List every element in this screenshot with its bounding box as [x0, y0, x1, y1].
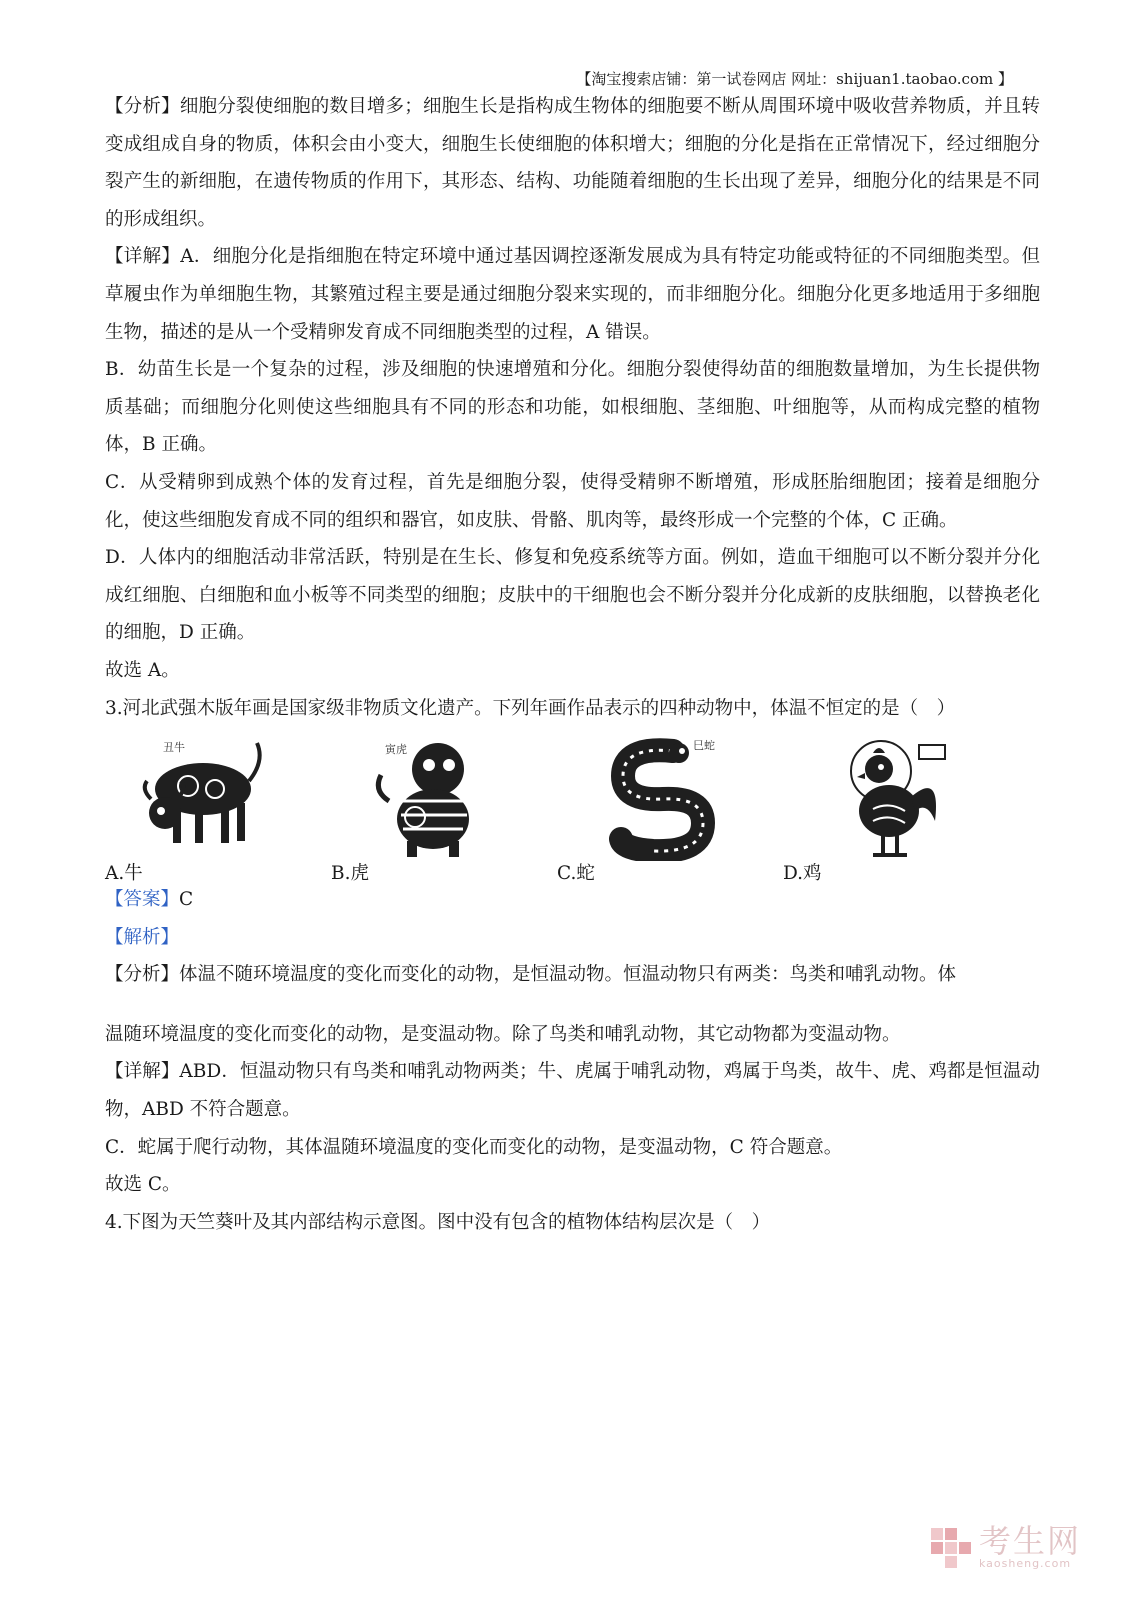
q3-option-a: A.牛	[105, 863, 143, 885]
q3-answer	[105, 881, 1040, 919]
svg-text:寅虎: 寅虎	[385, 743, 407, 757]
q2-detail-a: 【详解】A．细胞分化是指细胞在特定环境中通过基因调控逐渐发展成为具有特定功能或特征的不同细胞类型。但草履虫作为单细胞生物，其繁殖过程主要是通过细胞分裂来实现的，而非细胞分化。细胞分化更多地适用于多细胞生物，描述的是从一个受精卵发育成不同细胞类型的过程，A 错误。	[105, 246, 1040, 343]
page-header: 【淘宝搜索店铺：第一试卷网店 网址：shijuan1.taobao.com 】	[576, 70, 1013, 88]
q3-option-b: B.虎	[331, 863, 369, 885]
q3-detail-abd: 【详解】ABD．恒温动物只有鸟类和哺乳动物两类；牛、虎属于哺乳动物，鸡属于鸟类，故牛、虎、鸡都是恒温动物，ABD 不符合题意。	[105, 1061, 1040, 1121]
rooster-woodcut-image	[823, 731, 963, 861]
q2-option-d: D．人体内的细胞活动非常活跃，特别是在生长、修复和免疫系统等方面。例如，造血干细胞可以不断分裂并分化成红细胞、白细胞和血小板等不同类型的细胞；皮肤中的干细胞也会不断分裂并分化成新的皮肤细胞，以替换老化的细胞，D 正确。	[105, 547, 1040, 644]
q2-option-b: B．幼苗生长是一个复杂的过程，涉及细胞的快速增殖和分化。细胞分裂使得幼苗的细胞数量增加，为生长提供物质基础；而细胞分化则使这些细胞具有不同的形态和功能，如根细胞、茎细胞、叶细胞等，从而构成完整的植物体，B 正确。	[105, 359, 1040, 456]
watermark-subtext: kaosheng.com	[978, 1557, 1072, 1570]
answer-label: 【答案】	[105, 889, 180, 911]
ox-woodcut-image	[133, 731, 273, 856]
tiger-woodcut-image	[363, 731, 503, 861]
q2-analysis: 【分析】细胞分裂使细胞的数目增多；细胞生长是指构成生物体的细胞要不断从周围环境中吸收营养物质，并且转变成组成自身的物质，体积会由小变大，细胞生长使细胞的体积增大；细胞的分化是指在正常情况下，经过细胞分裂产生的新细胞，在遗传物质的作用下，其形态、结构、功能随着细胞的生长出现了差异，细胞分化的结果是不同的形成组织。	[105, 96, 1040, 230]
watermark-logo-icon	[929, 1526, 973, 1570]
q3-figures	[105, 731, 1040, 885]
watermark-logo	[929, 1522, 1081, 1570]
watermark-text: 考生网	[978, 1522, 1081, 1560]
page-content	[105, 88, 1040, 1241]
snake-woodcut-image	[593, 731, 733, 861]
q3-explain-label: 【解析】	[105, 926, 180, 948]
q3-analysis-line1: 【分析】体温不随环境温度的变化而变化的动物，是恒温动物。恒温动物只有两类：鸟类和哺乳动物。体	[105, 964, 957, 986]
q3-option-c-detail: C．蛇属于爬行动物，其体温随环境温度的变化而变化的动物，是变温动物，C 符合题意。	[105, 1136, 843, 1158]
q3-choice: 故选 C。	[105, 1174, 181, 1196]
q2-choice: 故选 A。	[105, 659, 180, 681]
q3-option-d: D.鸡	[783, 863, 822, 885]
svg-text:丑牛: 丑牛	[163, 741, 185, 755]
svg-text:巳蛇: 巳蛇	[693, 739, 715, 753]
q3-analysis-line2: 温随环境温度的变化而变化的动物，是变温动物。除了鸟类和哺乳动物，其它动物都为变温动物。	[105, 1023, 901, 1045]
q2-option-c: C．从受精卵到成熟个体的发育过程，首先是细胞分裂，使得受精卵不断增殖，形成胚胎细胞团；接着是细胞分化，使这些细胞发育成不同的组织和器官，如皮肤、骨骼、肌肉等，最终形成一个完整的个体，C 正确。	[105, 471, 1040, 531]
answer-value: C	[179, 889, 194, 911]
q3-question: 3.河北武强木版年画是国家级非物质文化遗产。下列年画作品表示的四种动物中，体温不恒定的是（ ）	[105, 697, 956, 719]
q4-question: 4.下图为天竺葵叶及其内部结构示意图。图中没有包含的植物体结构层次是（ ）	[105, 1211, 771, 1233]
spacer	[105, 994, 1040, 1016]
q3-option-c: C.蛇	[557, 863, 595, 885]
